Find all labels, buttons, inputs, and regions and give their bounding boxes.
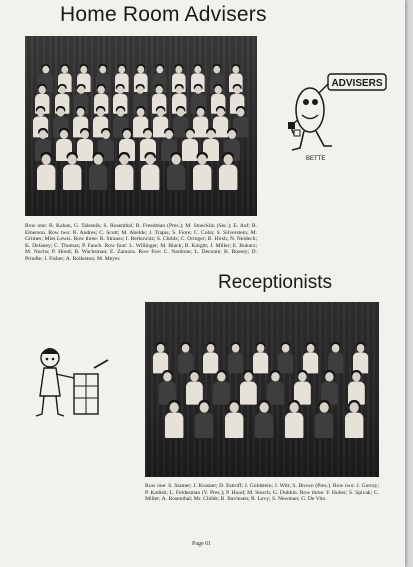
advisers-cartoon (280, 60, 390, 165)
receptionist-cartoon (30, 338, 110, 428)
advisers-group-photo (25, 36, 257, 216)
receptionists-group-photo (145, 302, 379, 477)
receptionists-caption: Row one: S. Stamer; J. Krasner; D. Estroff; J. Goldstein; J. Witt; S. Brown (Pres.). Row two: J. Gorray; P. Kadish; L. Feldesman (V. Pres.); P. Hood; M. Storch; G. Dobkin. Row three: F. Huber; S. Spivak; C. Miller; A. Rosenthal; Mr. Childs; B. Bavinsen; R. Levy; S. Newman; G. De Vito. (145, 483, 379, 503)
page-number: Page 61 (192, 541, 212, 547)
advisers-sign-text: ADVISERS (331, 78, 383, 89)
receptionists-heading: Receptionists (218, 272, 333, 293)
artist-signature: BETTE (306, 156, 326, 162)
advisers-heading: Home Room Advisers (60, 3, 267, 26)
advisers-caption: Row one: B. Kahan, G. Talesnik; S. Rosenthal; B. Freedman (Pres.); M. Stoecklin (Sec.); E. Auf; B. Emerson. Row two: B. Andres; C. Scott; M. Abelde; J. Trapis; S. Fiore; C. Cohn; S. Silverstein; M. Grimes; Miss Lewis. Row three: R. Strauss; I. Berkowitz; S. Childs; C. Oringer; B. Hirsh; N. Neidech; K. Delaney; C. Thomas; P. Fauch. Row four: L. Willinger; M. Black; B. Knight; J. Miller; E. Bukarz; M. Nuchs; P. Hood; B. Wachsman; E. Zamora. Row five: C. Nardone; L. Deconte; B. Bossey; D. Prindle; J. Fisher; A. Rolleston; M. Meyer. (25, 223, 257, 262)
